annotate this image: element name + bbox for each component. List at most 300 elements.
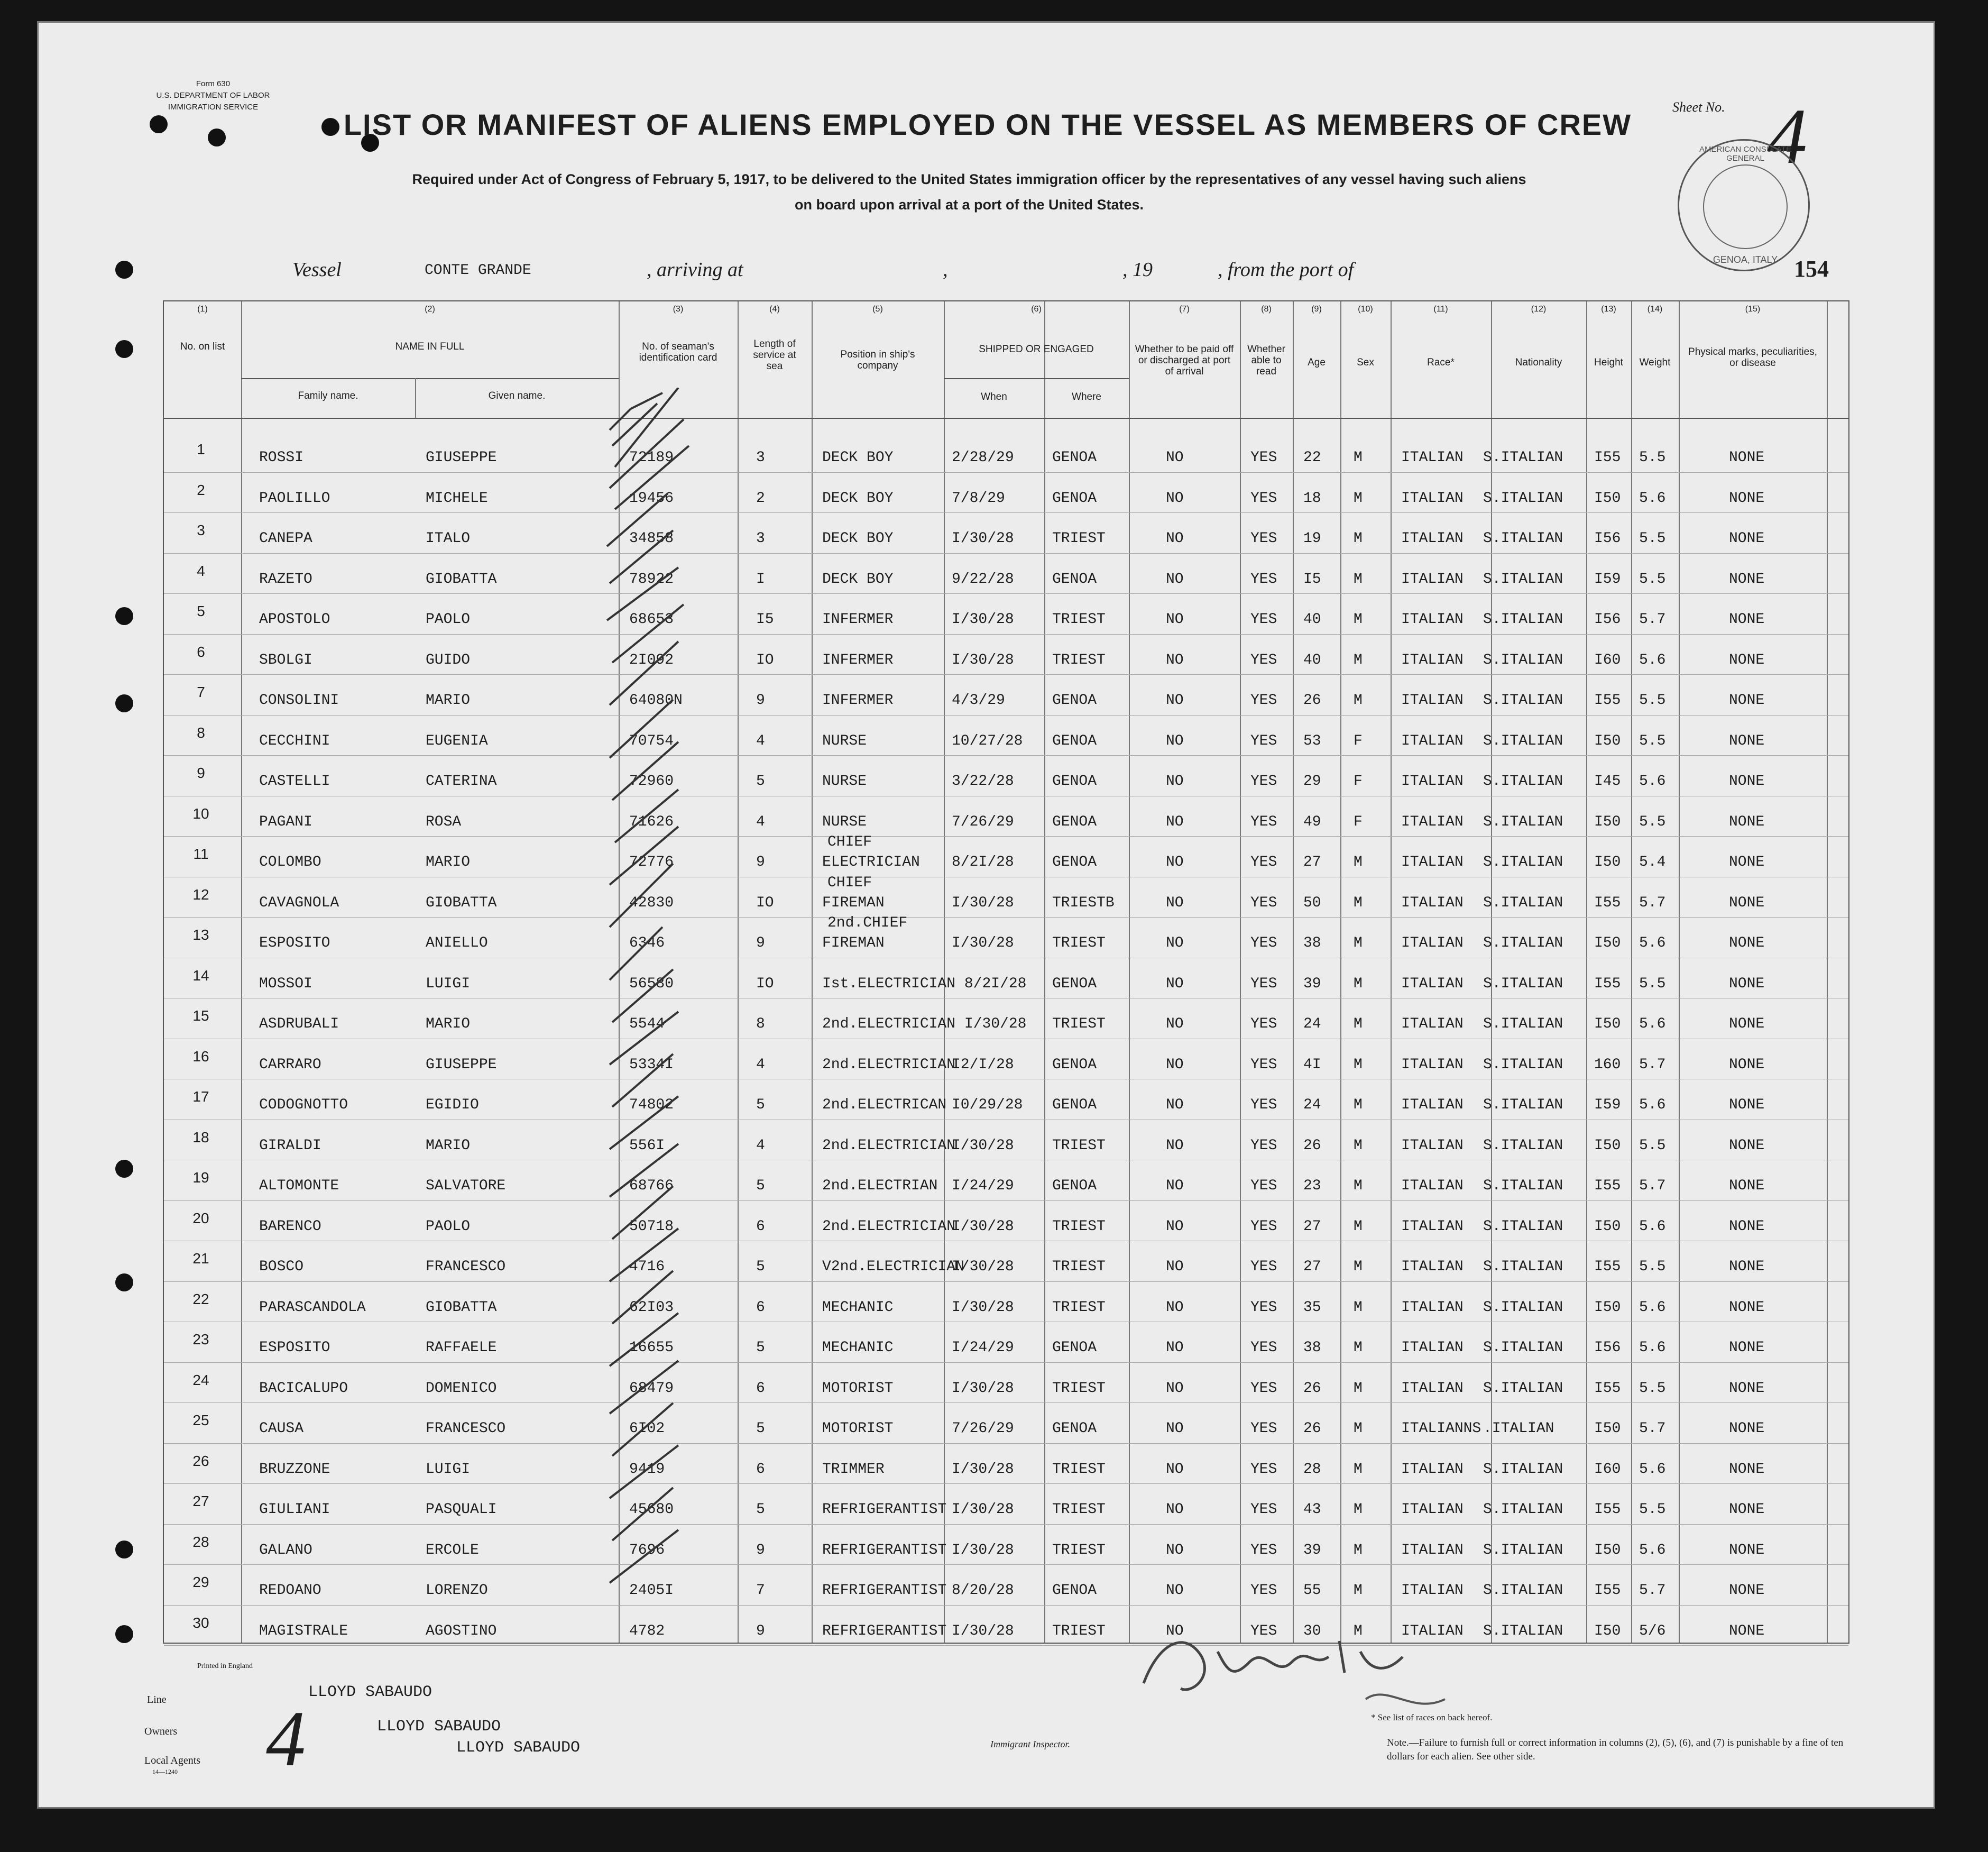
- cell-nationality: S.ITALIAN: [1483, 1016, 1563, 1032]
- header-length-of-service: Length of service at sea: [753, 338, 796, 372]
- cell-race: ITALIAN: [1401, 1299, 1464, 1316]
- cell-card: 4782: [629, 1622, 665, 1639]
- row-number: 23: [192, 1331, 209, 1347]
- cell-family: BOSCO: [259, 1259, 304, 1275]
- cell-sex: M: [1354, 1056, 1363, 1073]
- cell-where: TRIEST: [1052, 652, 1106, 668]
- column-number: (4): [769, 305, 780, 314]
- cell-card: 68766: [629, 1178, 674, 1194]
- cell-service: IO: [756, 894, 774, 911]
- cell-sex: M: [1354, 975, 1363, 992]
- cell-sex: M: [1354, 652, 1363, 668]
- cell-sex: M: [1354, 1582, 1363, 1599]
- cell-weight: 5.6: [1639, 1340, 1666, 1356]
- cell-weight: 5.4: [1639, 854, 1666, 870]
- cell-family: GALANO: [259, 1542, 312, 1558]
- cell-position: DECK BOY: [822, 450, 894, 466]
- page-subtitle: Required under Act of Congress of February 5, 1917, to be delivered to the United States immigration officer by the representatives of any vessel having such aliens on board upon arrival at a port of the United States.: [412, 171, 1526, 213]
- cell-sex: M: [1354, 1137, 1363, 1154]
- cell-where: GENOA: [1052, 854, 1097, 870]
- cell-paid: NO: [1166, 450, 1184, 466]
- cell-where: TRIESTB: [1052, 894, 1115, 911]
- cell-service: 4: [756, 1056, 765, 1073]
- cell-position-top: CHIEF: [827, 834, 872, 850]
- cell-card: 9419: [629, 1461, 665, 1478]
- cell-where: TRIEST: [1052, 611, 1106, 628]
- cell-family: CASTELLI: [259, 773, 330, 790]
- cell-age: 27: [1303, 1259, 1321, 1275]
- cell-weight: 5.5: [1639, 732, 1666, 749]
- cell-nationality: S.ITALIAN: [1483, 1501, 1563, 1518]
- binder-hole: [115, 607, 133, 625]
- row-divider: [164, 1200, 1848, 1201]
- header-nationality: Nationality: [1515, 357, 1562, 368]
- cell-weight: 5.6: [1639, 1218, 1666, 1235]
- cell-service: 8: [756, 1016, 765, 1032]
- cell-marks: NONE: [1729, 1218, 1765, 1235]
- cell-family: CAVAGNOLA: [259, 894, 339, 911]
- cell-nationality: S.ITALIAN: [1483, 490, 1563, 507]
- cell-weight: 5/6: [1639, 1622, 1666, 1639]
- cell-read: YES: [1250, 571, 1277, 588]
- cell-height: I50: [1594, 935, 1621, 951]
- cell-given: GIUSEPPE: [426, 450, 497, 466]
- line-label: Line: [147, 1694, 167, 1706]
- cell-given: GIOBATTA: [426, 1299, 497, 1316]
- cell-race: ITALIAN: [1401, 692, 1464, 709]
- cell-weight: 5.5: [1639, 450, 1666, 466]
- cell-position: INFERMER: [822, 652, 894, 668]
- consulate-stamp: [1678, 139, 1810, 271]
- cell-nationality: S.ITALIAN: [1483, 1259, 1563, 1275]
- cell-service: 9: [756, 692, 765, 709]
- cell-sex: M: [1354, 450, 1363, 466]
- row-number: 24: [192, 1371, 209, 1388]
- cell-nationality: S.ITALIAN: [1483, 1582, 1563, 1599]
- cell-read: YES: [1250, 1461, 1277, 1478]
- cell-card: 64080N: [629, 692, 683, 709]
- cell-height: I59: [1594, 571, 1621, 588]
- cell-position: 2nd.ELECTRICIAN: [822, 1218, 956, 1235]
- cell-position: INFERMER: [822, 611, 894, 628]
- year-label: , 19: [1122, 259, 1153, 281]
- cell-race: ITALIAN: [1401, 652, 1464, 668]
- row-number: 14: [192, 967, 209, 984]
- cell-card: 7696: [629, 1542, 665, 1558]
- cell-marks: NONE: [1729, 1137, 1765, 1154]
- cell-age: 23: [1303, 1178, 1321, 1194]
- cell-card: 70754: [629, 732, 674, 749]
- cell-height: I50: [1594, 1218, 1621, 1235]
- row-divider: [164, 1605, 1848, 1606]
- cell-race: ITALIAN: [1401, 813, 1464, 830]
- row-number: 13: [192, 927, 209, 943]
- cell-marks: NONE: [1729, 1340, 1765, 1356]
- cell-position: REFRIGERANTIST: [822, 1582, 947, 1599]
- cell-race: ITALIAN: [1401, 1218, 1464, 1235]
- cell-height: I50: [1594, 1622, 1621, 1639]
- row-number: 28: [192, 1533, 209, 1550]
- cell-position: Ist.ELECTRICIAN 8/2I/28: [822, 975, 1027, 992]
- cell-age: 29: [1303, 773, 1321, 790]
- cell-weight: 5.6: [1639, 1542, 1666, 1558]
- cell-when: I/30/28: [952, 894, 1014, 911]
- cell-where: TRIEST: [1052, 1380, 1106, 1397]
- cell-where: GENOA: [1052, 813, 1097, 830]
- cell-when: I/30/28: [952, 1542, 1014, 1558]
- cell-service: 4: [756, 732, 765, 749]
- cell-age: 38: [1303, 935, 1321, 951]
- penalty-note: Note.—Failure to furnish full or correct information in columns (2), (5), (6), and (7) is punishable by a fine of ten dollars for each alien. See other side.: [1387, 1737, 1844, 1762]
- cell-when: I/30/28: [952, 1259, 1014, 1275]
- column-number: (10): [1358, 305, 1373, 314]
- cell-sex: M: [1354, 1259, 1363, 1275]
- cell-when: 8/2I/28: [952, 854, 1014, 870]
- cell-nationality: S.ITALIAN: [1483, 1097, 1563, 1113]
- cell-when: I/30/28: [952, 1137, 1014, 1154]
- cell-age: 26: [1303, 1420, 1321, 1437]
- cell-given: GIUSEPPE: [426, 1056, 497, 1073]
- cell-card: 42830: [629, 894, 674, 911]
- cell-weight: 5.6: [1639, 652, 1666, 668]
- cell-sex: M: [1354, 1380, 1363, 1397]
- cell-nationality: S.ITALIAN: [1483, 854, 1563, 870]
- cell-paid: NO: [1166, 1259, 1184, 1275]
- cell-where: GENOA: [1052, 1420, 1097, 1437]
- cell-given: PASQUALI: [426, 1501, 497, 1518]
- cell-service: 2: [756, 490, 765, 507]
- cell-where: TRIEST: [1052, 935, 1106, 951]
- cell-age: 22: [1303, 450, 1321, 466]
- cell-weight: 5.7: [1639, 1420, 1666, 1437]
- cell-card: 78922: [629, 571, 674, 588]
- cell-race: ITALIAN: [1401, 935, 1464, 951]
- cell-paid: NO: [1166, 1016, 1184, 1032]
- cell-when: I0/29/28: [952, 1097, 1023, 1113]
- cell-weight: 5.6: [1639, 1097, 1666, 1113]
- cell-family: ROSSI: [259, 450, 304, 466]
- cell-weight: 5.7: [1639, 1056, 1666, 1073]
- cell-where: GENOA: [1052, 490, 1097, 507]
- cell-paid: NO: [1166, 530, 1184, 547]
- binder-hole: [115, 340, 133, 358]
- cell-given: ITALO: [426, 530, 471, 547]
- cell-marks: NONE: [1729, 1501, 1765, 1518]
- cell-service: 5: [756, 1178, 765, 1194]
- cell-height: 160: [1594, 1056, 1621, 1073]
- cell-service: I5: [756, 611, 774, 628]
- cell-weight: 5.5: [1639, 1501, 1666, 1518]
- cell-read: YES: [1250, 1178, 1277, 1194]
- cell-race: ITALIANNS: [1401, 1420, 1481, 1437]
- column-number: (15): [1745, 305, 1761, 314]
- cell-marks: NONE: [1729, 935, 1765, 951]
- cell-given: DOMENICO: [426, 1380, 497, 1397]
- cell-marks: NONE: [1729, 652, 1765, 668]
- header-no-on-list: No. on list: [180, 341, 225, 352]
- cell-card: 50718: [629, 1218, 674, 1235]
- cell-weight: 5.6: [1639, 773, 1666, 790]
- cell-where: GENOA: [1052, 692, 1097, 709]
- row-number: 16: [192, 1048, 209, 1065]
- cell-service: 4: [756, 1137, 765, 1154]
- cell-family: APOSTOLO: [259, 611, 330, 628]
- cell-when: 8/20/28: [952, 1582, 1014, 1599]
- cell-sex: M: [1354, 935, 1363, 951]
- cell-position: MECHANIC: [822, 1299, 894, 1316]
- cell-when: I/30/28: [952, 1299, 1014, 1316]
- cell-card: 56580: [629, 975, 674, 992]
- cell-nationality: S.ITALIAN: [1483, 1178, 1563, 1194]
- cell-race: ITALIAN: [1401, 773, 1464, 790]
- cell-paid: NO: [1166, 975, 1184, 992]
- agents-value: LLOYD SABAUDO: [456, 1739, 581, 1757]
- column-number: (9): [1311, 305, 1322, 314]
- cell-service: 9: [756, 1542, 765, 1558]
- cell-service: 4: [756, 813, 765, 830]
- owners-label: Owners: [144, 1726, 178, 1737]
- vessel-name: CONTE GRANDE: [425, 262, 531, 279]
- row-number: 4: [197, 562, 205, 579]
- cell-race: ITALIAN: [1401, 1622, 1464, 1639]
- cell-weight: 5.5: [1639, 692, 1666, 709]
- sheet-number: 4: [1768, 93, 1807, 180]
- cell-sex: M: [1354, 854, 1363, 870]
- cell-where: GENOA: [1052, 975, 1097, 992]
- row-divider: [164, 917, 1848, 918]
- cell-where: TRIEST: [1052, 1501, 1106, 1518]
- column-number: (1): [197, 305, 208, 314]
- cell-family: CONSOLINI: [259, 692, 339, 709]
- cell-paid: NO: [1166, 1218, 1184, 1235]
- cell-age: 24: [1303, 1097, 1321, 1113]
- binder-hole: [115, 1541, 133, 1558]
- cell-family: CECCHINI: [259, 732, 330, 749]
- cell-when: 3/22/28: [952, 773, 1014, 790]
- cell-marks: NONE: [1729, 732, 1765, 749]
- cell-age: 38: [1303, 1340, 1321, 1356]
- cell-given: MARIO: [426, 854, 471, 870]
- cell-paid: NO: [1166, 773, 1184, 790]
- row-divider: [164, 836, 1848, 837]
- cell-read: YES: [1250, 1582, 1277, 1599]
- cell-paid: NO: [1166, 490, 1184, 507]
- cell-race: ITALIAN: [1401, 975, 1464, 992]
- cell-card: 72776: [629, 854, 674, 870]
- cell-nationality: S.ITALIAN: [1483, 571, 1563, 588]
- cell-race: ITALIAN: [1401, 571, 1464, 588]
- cell-marks: NONE: [1729, 773, 1765, 790]
- cell-position: REFRIGERANTIST: [822, 1542, 947, 1558]
- cell-sex: M: [1354, 1461, 1363, 1478]
- row-number: 15: [192, 1007, 209, 1024]
- cell-read: YES: [1250, 1380, 1277, 1397]
- row-divider: [164, 1564, 1848, 1565]
- vessel-label: Vessel: [292, 259, 342, 281]
- cell-given: SALVATORE: [426, 1178, 506, 1194]
- cell-height: I60: [1594, 652, 1621, 668]
- cell-read: YES: [1250, 1056, 1277, 1073]
- cell-service: 3: [756, 530, 765, 547]
- cell-height: I55: [1594, 1501, 1621, 1518]
- cell-family: GIRALDI: [259, 1137, 321, 1154]
- cell-given: GIOBATTA: [426, 894, 497, 911]
- cell-where: GENOA: [1052, 571, 1097, 588]
- row-number: 6: [197, 643, 205, 660]
- header-name-in-full: NAME IN FULL: [395, 341, 465, 352]
- cell-where: TRIEST: [1052, 1622, 1106, 1639]
- cell-sex: M: [1354, 1178, 1363, 1194]
- cell-card: 5544: [629, 1016, 665, 1032]
- cell-nationality: S.ITALIAN: [1483, 894, 1563, 911]
- sheet-number-label: Sheet No.: [1672, 99, 1725, 115]
- cell-height: I50: [1594, 854, 1621, 870]
- binder-hole: [115, 1625, 133, 1643]
- cell-when: I/30/28: [952, 1622, 1014, 1639]
- cell-card: 68653: [629, 611, 674, 628]
- cell-family: MOSSOI: [259, 975, 312, 992]
- cell-position: 2nd.ELECTRICIAN: [822, 1137, 956, 1154]
- cell-weight: 5.5: [1639, 1259, 1666, 1275]
- cell-position: DECK BOY: [822, 571, 894, 588]
- cell-read: YES: [1250, 813, 1277, 830]
- cell-marks: NONE: [1729, 1582, 1765, 1599]
- cell-service: 9: [756, 854, 765, 870]
- cell-position: FIREMAN: [822, 894, 885, 911]
- cell-service: 5: [756, 1259, 765, 1275]
- cell-read: YES: [1250, 490, 1277, 507]
- cell-race: ITALIAN: [1401, 1016, 1464, 1032]
- cell-age: 43: [1303, 1501, 1321, 1518]
- cell-marks: NONE: [1729, 894, 1765, 911]
- cell-where: TRIEST: [1052, 1137, 1106, 1154]
- cell-when: I/30/28: [952, 1461, 1014, 1478]
- cell-where: GENOA: [1052, 1056, 1097, 1073]
- header-when: When: [981, 391, 1007, 402]
- cell-family: PARASCANDOLA: [259, 1299, 366, 1316]
- header-position: Position in ship's company: [840, 349, 915, 371]
- handwritten-line-number: 4: [266, 1695, 306, 1783]
- cell-paid: NO: [1166, 652, 1184, 668]
- cell-marks: NONE: [1729, 1461, 1765, 1478]
- cell-sex: M: [1354, 1420, 1363, 1437]
- cell-age: 35: [1303, 1299, 1321, 1316]
- cell-service: 9: [756, 935, 765, 951]
- header-where: Where: [1072, 391, 1101, 402]
- cell-marks: NONE: [1729, 1622, 1765, 1639]
- cell-age: 30: [1303, 1622, 1321, 1639]
- cell-weight: 5.6: [1639, 935, 1666, 951]
- cell-nationality: S.ITALIAN: [1483, 1461, 1563, 1478]
- cell-weight: 5.5: [1639, 1380, 1666, 1397]
- cell-height: I50: [1594, 490, 1621, 507]
- header-able-to-read: Whether able to read: [1247, 344, 1285, 377]
- cell-family: CODOGNOTTO: [259, 1097, 348, 1113]
- cell-read: YES: [1250, 1622, 1277, 1639]
- cell-height: I50: [1594, 1016, 1621, 1032]
- stamp-text-top: AMERICAN CONSULATE GENERAL: [1699, 145, 1791, 163]
- header-given-name: Given name.: [488, 390, 546, 401]
- cell-nationality: S.ITALIAN: [1483, 1380, 1563, 1397]
- row-divider: [164, 1362, 1848, 1363]
- cell-weight: 5.7: [1639, 1178, 1666, 1194]
- cell-when: I/24/29: [952, 1178, 1014, 1194]
- cell-family: COLOMBO: [259, 854, 321, 870]
- header-physical-marks: Physical marks, peculiarities, or disease: [1688, 346, 1817, 369]
- cell-marks: NONE: [1729, 490, 1765, 507]
- cell-sex: M: [1354, 894, 1363, 911]
- cell-family: PAGANI: [259, 813, 312, 830]
- cell-paid: NO: [1166, 813, 1184, 830]
- cell-weight: 5.6: [1639, 1461, 1666, 1478]
- cell-age: 40: [1303, 611, 1321, 628]
- column-number: (14): [1647, 305, 1663, 314]
- cell-marks: NONE: [1729, 571, 1765, 588]
- races-note: * See list of races on back hereof.: [1371, 1712, 1493, 1722]
- row-divider: [164, 674, 1848, 675]
- cell-height: I55: [1594, 975, 1621, 992]
- cell-paid: NO: [1166, 611, 1184, 628]
- row-divider: [164, 553, 1848, 554]
- row-number: 20: [192, 1209, 209, 1226]
- cell-nationality: S.ITALIAN: [1483, 1056, 1563, 1073]
- cell-race: ITALIAN: [1401, 1259, 1464, 1275]
- cell-when: 7/26/29: [952, 1420, 1014, 1437]
- cell-paid: NO: [1166, 571, 1184, 588]
- cell-service: 6: [756, 1461, 765, 1478]
- row-number: 21: [192, 1250, 209, 1267]
- cell-family: ESPOSITO: [259, 935, 330, 951]
- cell-paid: NO: [1166, 1501, 1184, 1518]
- cell-marks: NONE: [1729, 854, 1765, 870]
- cell-marks: NONE: [1729, 1380, 1765, 1397]
- column-number: (13): [1601, 305, 1616, 314]
- cell-marks: NONE: [1729, 692, 1765, 709]
- column-number: (11): [1433, 305, 1448, 314]
- cell-race: ITALIAN: [1401, 1501, 1464, 1518]
- cell-family: ESPOSITO: [259, 1340, 330, 1356]
- cell-read: YES: [1250, 1299, 1277, 1316]
- cell-weight: 5.5: [1639, 1137, 1666, 1154]
- cell-position: MOTORIST: [822, 1420, 894, 1437]
- cell-family: GIULIANI: [259, 1501, 330, 1518]
- cell-card: 6I02: [629, 1420, 665, 1437]
- row-divider: [164, 1483, 1848, 1484]
- cell-card: 6346: [629, 935, 665, 951]
- cell-family: ALTOMONTE: [259, 1178, 339, 1194]
- cell-nationality: S.ITALIAN: [1483, 652, 1563, 668]
- cell-service: 3: [756, 450, 765, 466]
- header-race: Race*: [1427, 357, 1455, 368]
- cell-family: BACICALUPO: [259, 1380, 348, 1397]
- cell-position: NURSE: [822, 813, 867, 830]
- cell-service: I: [756, 571, 765, 588]
- cell-position: NURSE: [822, 732, 867, 749]
- cell-read: YES: [1250, 1016, 1277, 1032]
- cell-where: TRIEST: [1052, 1259, 1106, 1275]
- cell-weight: 5.5: [1639, 530, 1666, 547]
- cell-race: ITALIAN: [1401, 611, 1464, 628]
- cell-height: I55: [1594, 692, 1621, 709]
- cell-race: ITALIAN: [1401, 894, 1464, 911]
- cell-read: YES: [1250, 652, 1277, 668]
- cell-age: 26: [1303, 692, 1321, 709]
- cell-nationality: S.ITALIAN: [1483, 1137, 1563, 1154]
- cell-when: I/30/28: [952, 611, 1014, 628]
- row-number: 3: [197, 522, 205, 538]
- vessel-line: [39, 258, 1935, 290]
- cell-paid: NO: [1166, 1097, 1184, 1113]
